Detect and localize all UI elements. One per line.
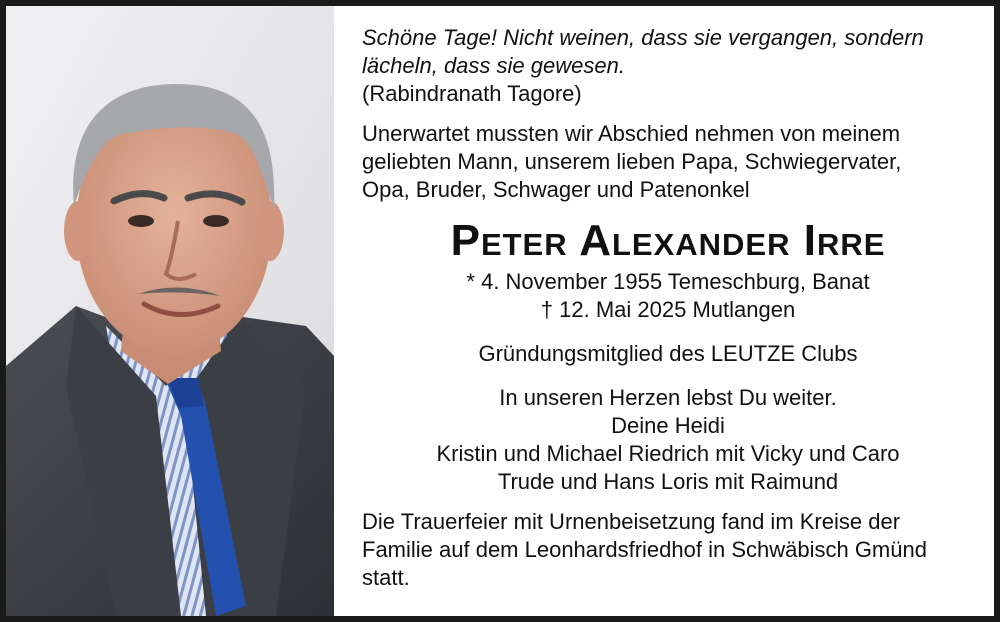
intro-line: geliebten Mann, unserem lieben Papa, Schwiegervater, (362, 149, 902, 174)
family-line: In unseren Herzen lebst Du weiter. (499, 385, 837, 410)
intro-line: Unerwartet mussten wir Abschied nehmen von meinem (362, 121, 901, 146)
ceremony-line: statt. (362, 565, 410, 590)
quote-line: Schöne Tage! Nicht weinen, dass sie vergangen, sondern (362, 25, 924, 50)
family-line: Kristin und Michael Riedrich mit Vicky und Caro (436, 441, 900, 466)
ceremony-line: Die Trauerfeier mit Urnenbeisetzung fand im Kreise der (362, 509, 901, 534)
deceased-name: Peter Alexander Irre (450, 216, 886, 265)
portrait-photo (6, 6, 334, 616)
ceremony-note (362, 508, 974, 592)
quote-author: (Rabindranath Tagore) (362, 81, 582, 106)
club-membership: Gründungsmitglied des LEUTZE Clubs (478, 341, 858, 366)
intro-line: Opa, Bruder, Schwager und Patenonkel (362, 177, 750, 202)
quote-line: lächeln, dass sie gewesen. (362, 53, 625, 78)
family-line: Trude und Hans Loris mit Raimund (497, 469, 839, 494)
portrait-illustration (6, 6, 334, 616)
birth-info: * 4. November 1955 Temeschburg, Banat (466, 269, 870, 294)
intro-paragraph (362, 120, 974, 204)
family-signatures (362, 384, 974, 496)
obituary-card (6, 6, 994, 616)
family-line: Deine Heidi (611, 413, 725, 438)
memorial-quote (362, 24, 974, 108)
obituary-text (362, 24, 974, 592)
death-info: † 12. Mai 2025 Mutlangen (540, 297, 796, 322)
ceremony-line: Familie auf dem Leonhardsfriedhof in Schwäbisch Gmünd (362, 537, 927, 562)
